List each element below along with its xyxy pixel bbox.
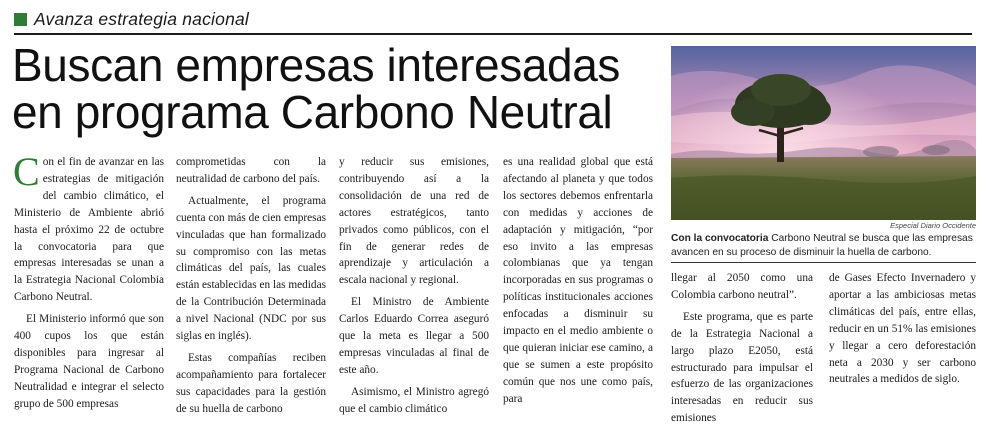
paragraph-text: on el fin de avanzar en las estrategias de mitigación del cambio climático, el Ministerio de Ambiente abrió hasta el próximo 22 de octubre la convocatoria para que empresas interesadas se unan a la Estrategia Nacional Colombia Carbono Neutral.: [14, 156, 164, 304]
article-paragraph: es una realidad global que está afectando al planeta y que todos los sectores debemos enfrentarla con medidas y acciones de adaptación y mitigación, “por eso invito a las empresas colombianas que ya tengan incorporadas en sus programas o políticas institucionales acciones enfocadas a disminuir su impacto en el medio ambiente o que quieran iniciar ese camino, a que se sumen a este propósito común que nos une como país, para: [503, 156, 653, 405]
kicker-text: Avanza estrategia nacional: [34, 8, 250, 29]
article-paragraph: Asimismo, el Ministro agregó que el cambio climático: [339, 385, 489, 415]
article-column-4: [503, 154, 653, 413]
article-column-2: [176, 154, 326, 423]
section-kicker: [14, 8, 249, 30]
article-paragraph: [13, 149, 164, 306]
photo-credit: Especial Diario Occidente: [890, 221, 976, 230]
article-paragraph: Actualmente, el programa cuenta con más de cien empresas vinculadas que han formalizado su compromiso con las metas climáticas del país, las cuales están establecidas en las medidas de la Contribución Determinada a nivel Nacional (NDC por sus siglas en inglés).: [176, 194, 326, 343]
article-column-6: [829, 270, 976, 393]
caption-divider: [671, 262, 976, 263]
article-paragraph: Este programa, que es parte de la Estrategia Nacional a largo plazo E2050, está estructurado para impulsar el esfuerzo de las organizaciones interesadas en reducir sus emisiones: [671, 310, 813, 425]
article-paragraph: y reducir sus emisiones, contribuyendo así a la consolidación de una red de actores estratégicos, tanto privados como públicos, con el fin de generar redes de aprendizaje y articulación a escala nacional y regional.: [339, 156, 489, 287]
dropcap-letter: C: [13, 149, 40, 194]
article-column-5: [671, 270, 813, 432]
caption-lead: Con la convocatoria: [671, 233, 769, 244]
photo-caption: [671, 232, 976, 259]
headline-line-2: en programa Carbono Neutral: [12, 86, 613, 138]
article-paragraph: comprometidas con la neutralidad de carbono del país.: [176, 156, 326, 185]
article-column-3: [339, 154, 489, 423]
kicker-marker: [14, 13, 27, 26]
headline-line-1: Buscan empresas interesadas: [12, 39, 620, 91]
headline: [12, 39, 652, 138]
article-paragraph: El Ministro de Ambiente Carlos Eduardo Correa aseguró que la meta es llegar a 500 empresas vinculadas al final de este año.: [339, 296, 489, 376]
kicker-divider: [14, 33, 972, 35]
caption-text: Carbono Neutral se busca que las empresas avancen en su proceso de disminuir la huella de carbono.: [671, 233, 973, 258]
article-column-1: [13, 149, 164, 418]
article-paragraph: de Gases Efecto Invernadero y aportar a las ambiciosas metas climáticas del país, entre ellas, reducir en un 51% las emisiones y llegar a cero deforestación neta a 2030 y ser carbono neutrales a medidos de siglo.: [829, 272, 976, 386]
tree-field-landscape: [671, 46, 976, 220]
article-photo: [671, 46, 976, 220]
article-paragraph: llegar al 2050 como una Colombia carbono neutral”.: [671, 272, 813, 301]
article-paragraph: Estas compañías reciben acompañamiento para fortalecer sus capacidades para la gestión de su huella de carbono: [176, 351, 326, 415]
article-paragraph: El Ministerio informó que son 400 cupos los que están disponibles para ingresar al Programa Nacional de Carbono Neutralidad e integrar el selecto grupo de 500 empresas: [14, 313, 164, 410]
